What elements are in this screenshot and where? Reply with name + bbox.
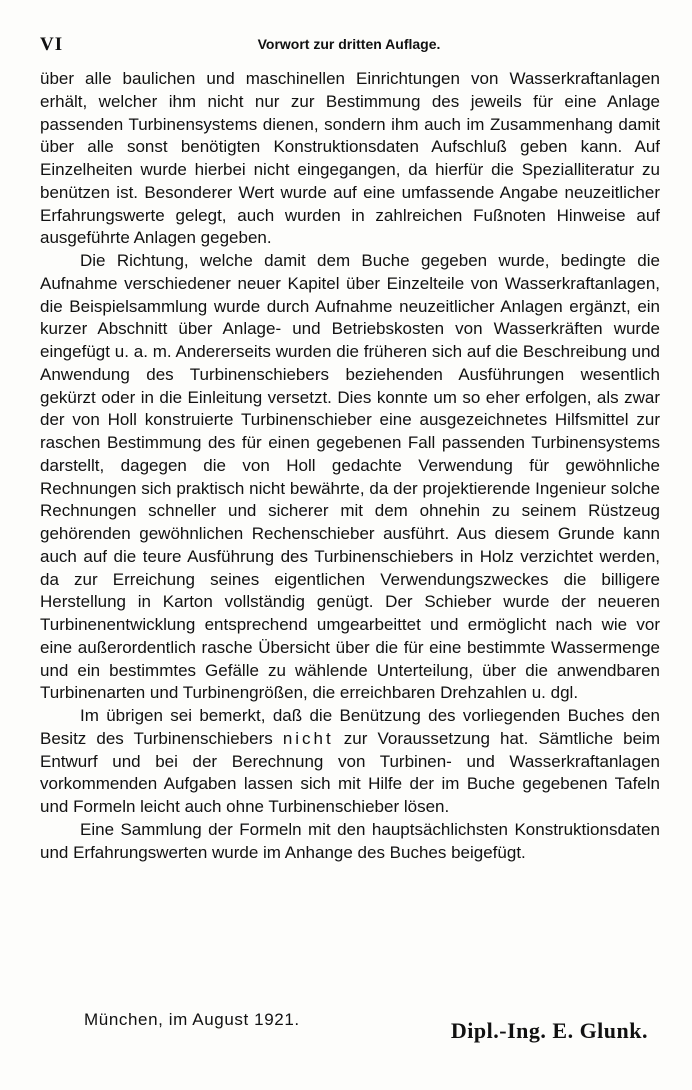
remark-text-end: zur Voraussetzung hat. Sämtliche beim Entwurf und bei der Berechnung von Turbinen- und Wasserkraftanlagen vorkommenden Aufgaben lassen sich mit Hilfe der im Buche gegebenen Tafeln und Formeln leicht auch ohne Turbinenschieber lösen. xyxy=(40,728,660,816)
paragraph-continuation: über alle baulichen und maschinellen Einrichtungen von Wasserkraftanlagen erhält, welcher ihm nicht nur zur Bestimmung des jeweils für eine Anlage passenden Turbinensystems dienen, sondern ihm auch im Zusammenhang damit über alle sonst benötigten Konstruktionsdaten Aufschluß geben kann. Auf Einzelheiten wurde hierbei nicht eingegangen, da hierfür die Spezialliteratur zu benützen ist. Besonderer Wert wurde auf eine umfassende Angabe neuzeitlicher Erfahrungswerte gelegt, auch wurden in zahlreichen Fußnoten Hinweise auf ausgeführte Anlagen gegeben. xyxy=(40,69,660,248)
preface-body xyxy=(40,68,660,864)
running-head xyxy=(40,34,658,58)
author-signature: Dipl.-Ing. E. Glunk. xyxy=(450,1018,648,1043)
closing xyxy=(40,1010,660,1050)
paragraph-remark xyxy=(40,705,660,819)
running-title: Vorwort zur dritten Auflage. xyxy=(257,36,441,52)
place-date: München, im August 1921. xyxy=(84,1010,300,1029)
emphasis-nicht: nicht xyxy=(282,728,334,748)
page-number: VI xyxy=(40,34,64,55)
paragraph-appendix: Eine Sammlung der Formeln mit den hauptsächlichsten Konstruktionsdaten und Erfahrungswerten wurde im Anhange des Buches beigefügt. xyxy=(40,819,660,862)
remark-text-start: Im übrigen sei bemerkt, daß die Benützung des vorliegenden Buches den Besitz des Turbinenschiebers xyxy=(40,706,660,748)
paragraph-direction: Die Richtung, welche damit dem Buche gegeben wurde, bedingte die Aufnahme verschiedener neuer Kapitel über Einzelteile von Wasserkraftanlagen, die Beispielsammlung wurde durch Aufnahme neuzeitlicher Anlagen ergänzt, ein kurzer Abschnitt über Anlage- und Betriebskosten von Wasserkräften wurde eingefügt u. a. m. Andererseits wurden die früheren sich auf die Beschreibung und Anwendung des Turbinenschiebers beziehenden Ausführungen wesentlich gekürzt oder in die Einleitung versetzt. Dies konnte um so eher erfolgen, als zwar der von Holl konstruierte Turbinenschieber eine ausgezeichnetes Hilfsmittel zur raschen Bestimmung des für einen gegebenen Fall passenden Turbinensystems darstellt, dagegen die von Holl gedachte Verwendung für gewöhnliche Rechnungen sich praktisch nicht bewährte, da der projektierende Ingenieur solche Rechnungen schneller und sicherer mit dem ohnehin zu seinem Rüstzeug gehörenden gewöhnlichen Rechenschieber ausführt. Aus diesem Grunde kann auch auf die teure Ausführung des Turbinenschiebers in Holz verzichtet werden, da zur Erreichung seines eigentlichen Verwendungszweckes die billigere Herstellung in Karton vollständig genügt. Der Schieber wurde der neueren Turbinenentwicklung entsprechend umgearbeittet und ermöglicht nach wie vor eine außerordentlich rasche Übersicht über die für eine bestimmte Wassermenge und ein bestimmtes Gefälle zu wählende Unterteilung, über die anwendbaren Turbinenarten und Turbinengrößen, die erreichbaren Drehzahlen u. dgl. xyxy=(40,251,660,703)
